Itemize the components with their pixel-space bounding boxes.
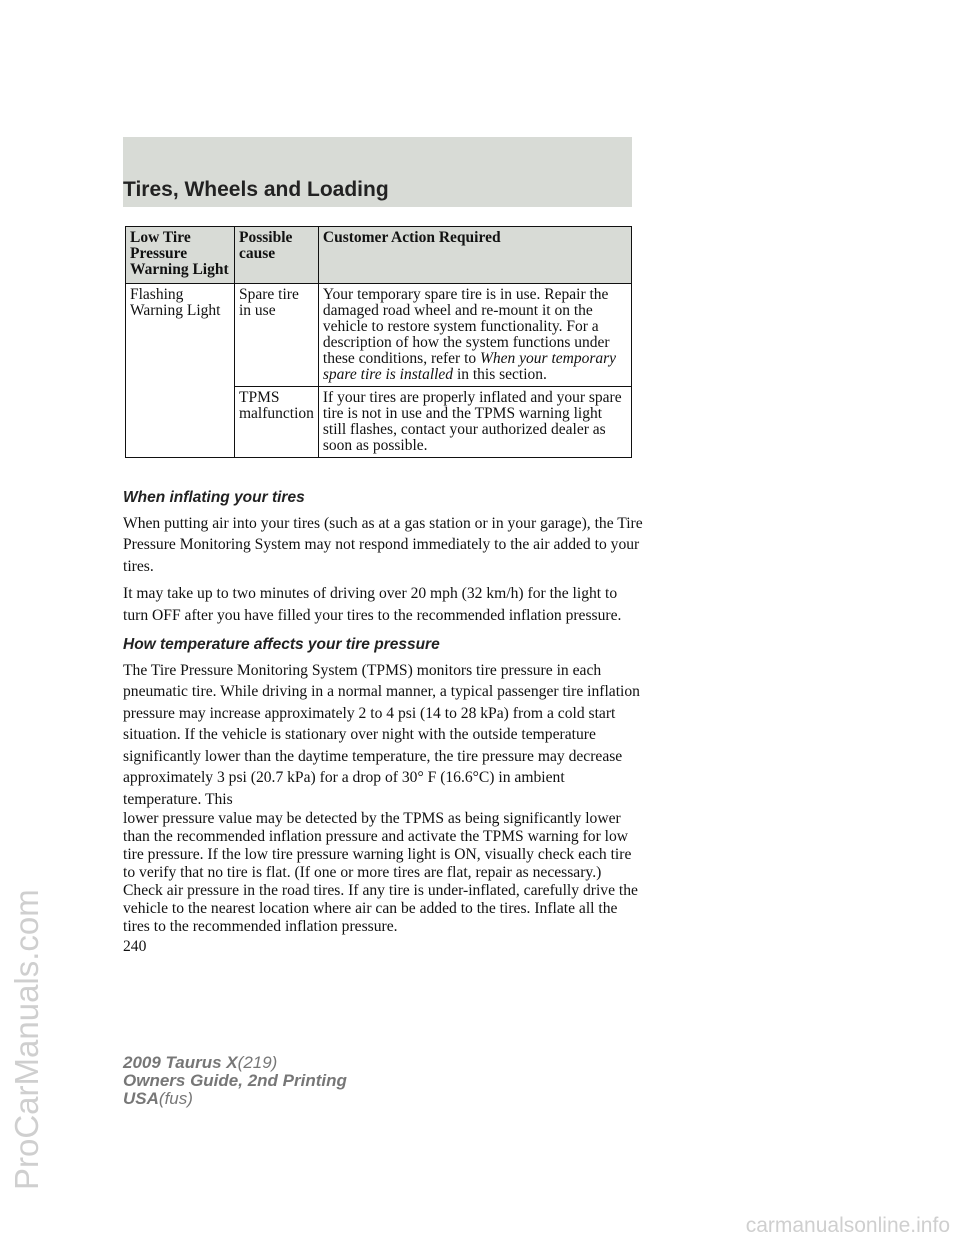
table-row — [126, 284, 632, 387]
side-watermark: ProCarManuals.com — [8, 889, 45, 1190]
cell-cause: Spare tire in use — [235, 284, 319, 387]
paragraph-temperature-1: The Tire Pressure Monitoring System (TPMS) monitors tire pressure in each pneumatic tire. While driving in a normal manner, a typical passenger tire inflation pressure may increase approximately 2 to 4 psi (14 to 28 kPa) from a cold start situation. If the vehicle is stationary over night with the outside temperature significantly lower than the daytime temperature, the tire pressure may decrease approximately 3 psi (20.7 kPa) for a drop of 30° F (16.6°C) in ambient temperature. This — [123, 661, 640, 808]
print-footer — [123, 1054, 347, 1108]
footer-line-1 — [123, 1054, 347, 1072]
cell-action: If your tires are properly inflated and your spare tire is not in use and the TPMS warning light still flashes, contact your authorized dealer as soon as possible. — [318, 387, 631, 458]
footer-market: USA — [123, 1089, 159, 1108]
body-text — [123, 487, 643, 942]
cell-warning-light: Flashing Warning Light — [126, 284, 235, 458]
footer-market-code: (fus) — [158, 1089, 193, 1108]
header-customer-action: Customer Action Required — [318, 227, 631, 284]
tpms-table — [125, 226, 632, 458]
heading-temperature: How temperature affects your tire pressure — [123, 636, 440, 653]
section-title: Tires, Wheels and Loading — [123, 178, 389, 201]
footer-model: 2009 Taurus X — [123, 1053, 238, 1072]
paragraph-inflating-1: When putting air into your tires (such as at a gas station or in your garage), the Tire Pressure Monitoring System may not respond immediately to the air added to your tires. — [123, 514, 643, 575]
action-text: Your temporary spare tire is in use. Repair the damaged road wheel and re-mount it on the vehicle to restore system functionality. For a description of how the system functions under these conditions, refer to — [322, 286, 610, 367]
cell-action — [318, 284, 631, 387]
footer-line-2: Owners Guide, 2nd Printing — [123, 1071, 347, 1090]
heading-inflating: When inflating your tires — [123, 489, 305, 506]
action-text-end: in this section. — [453, 366, 547, 383]
header-warning-light: Low Tire Pressure Warning Light — [126, 227, 235, 284]
cell-cause: TPMS malfunction — [235, 387, 319, 458]
paragraph-temperature-2: lower pressure value may be detected by the TPMS as being significantly lower than the recommended inflation pressure and activate the TPMS warning for low tire pressure. If the low tire pressure warning light is ON, visually check each tire to verify that no tire is flat. (If one or more tires are flat, repair as necessary.) Check air pressure in the road tires. If any tire is under-inflated, carefully drive the vehicle to the nearest location where air can be added to the tires. Inflate all the tires to the recommended inflation pressure. — [123, 810, 638, 935]
table-header-row — [126, 227, 632, 284]
action-reference: When your temporary spare tire is installed — [322, 350, 617, 383]
footer-model-code: (219) — [237, 1053, 278, 1072]
bottom-watermark: carmanualsonline.info — [745, 1214, 950, 1237]
paragraph-inflating-2: It may take up to two minutes of driving over 20 mph (32 km/h) for the light to turn OFF after you have filled your tires to the recommended inflation pressure. — [123, 585, 622, 624]
page-number: 240 — [123, 938, 147, 955]
footer-line-3 — [123, 1090, 347, 1108]
header-possible-cause: Possible cause — [235, 227, 319, 284]
